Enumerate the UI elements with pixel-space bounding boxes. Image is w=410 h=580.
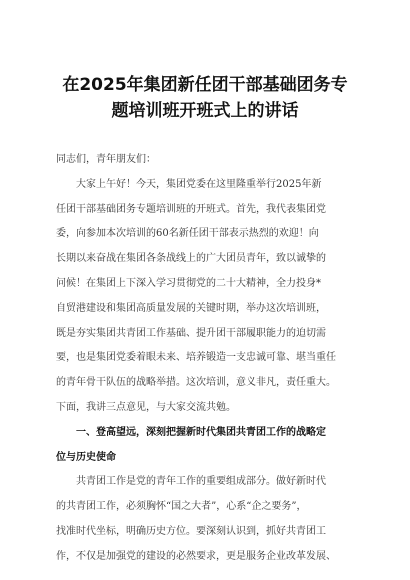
paragraph-line: 找准时代坐标，明确历史方位。要深刻认识到，抓好共青团工: [56, 525, 326, 537]
paragraph-line: 大家上午好！今天，集团党委在这里隆重举行2025年新: [76, 178, 322, 190]
paragraph-line: 下面，我讲三点意见，与大家交流共勉。: [56, 401, 236, 413]
title-line-1: 在2025年集团新任团干部基础团务专: [62, 75, 348, 95]
section-heading-line: 位与历史使命: [56, 451, 116, 463]
paragraph-line: 问候！在集团上下深入学习贯彻党的二十大精神，全力投身*: [56, 277, 321, 289]
paragraph-line: 委，向参加本次培训的60名新任团干部表示热烈的欢迎！向: [56, 228, 319, 240]
paragraph-line: 任团干部基础团务专题培训班的开班式。首先，我代表集团党: [56, 203, 326, 215]
paragraph-line: 的共青团工作，必须胸怀“国之大者”，心系“企之要务”，: [56, 501, 307, 513]
paragraph-line: 的青年骨干队伍的战略举措。这次培训，意义非凡，责任重大。: [56, 377, 336, 389]
paragraph-line: 要，也是集团党委着眼未来、培养锻造一支忠诚可靠、堪当重任: [56, 352, 336, 364]
paragraph-line: 长期以来奋战在集团各条战线上的广大团员青年，致以诚挚的: [56, 253, 326, 265]
paragraph-line: 既是夯实集团共青团工作基础、提升团干部履职能力的迫切需: [56, 327, 326, 339]
paragraph-line: 自贸港建设和集团高质量发展的关键时期，举办这次培训班，: [56, 302, 326, 314]
paragraph-line: 作，不仅是加强党的建设的必然要求，更是服务企业改革发展、: [56, 550, 336, 562]
salutation: 同志们，青年朋友们：: [56, 154, 156, 165]
document-body: [56, 148, 368, 570]
document-title: [30, 72, 380, 124]
paragraph-line: 共青团工作是党的青年工作的重要组成部分。做好新时代: [76, 476, 326, 488]
section-heading-line: 一、登高望远，深刻把握新时代集团共青团工作的战略定: [76, 426, 326, 438]
title-line-2: 题培训班开班式上的讲话: [111, 101, 299, 121]
